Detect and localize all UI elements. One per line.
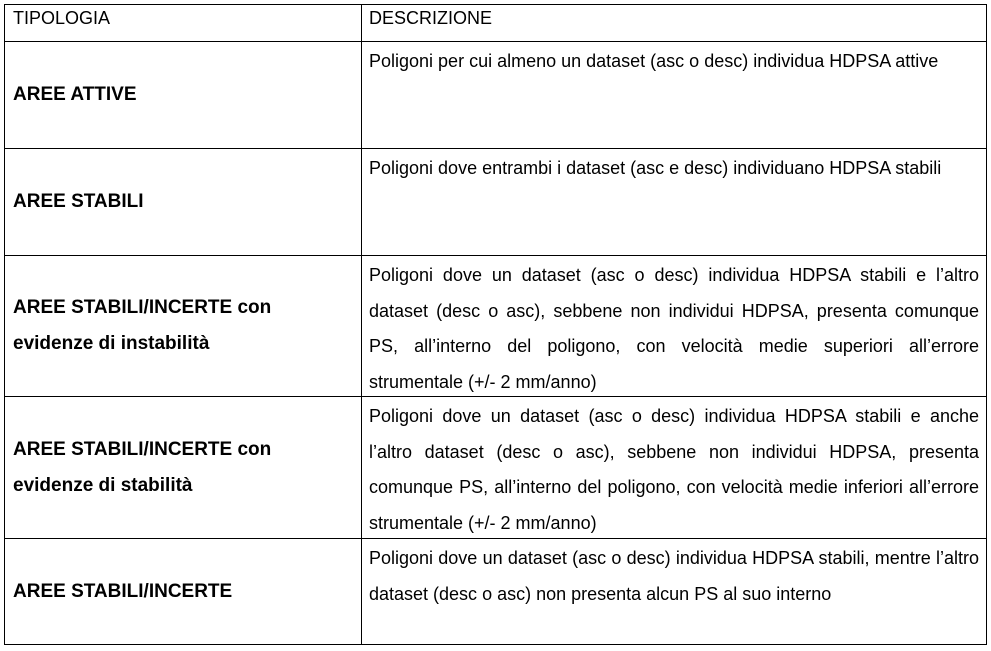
row-type-label: AREE STABILI/INCERTE con evidenze di stabilità xyxy=(13,438,272,496)
column-divider xyxy=(361,397,362,538)
table-row xyxy=(5,539,986,644)
row-description: Poligoni dove un dataset (asc o desc) individua HDPSA stabili e l’altro dataset (desc o asc), sebbene non individui HDPSA, presenta comunque PS, all’interno del poligono, con velocità medie superiori all’errore strumentale (+/- 2 mm/anno) xyxy=(369,265,979,392)
row-type-label: AREE STABILI xyxy=(13,191,144,212)
row-type-label: AREE STABILI/INCERTE xyxy=(13,580,233,602)
table-row xyxy=(5,149,986,256)
column-divider xyxy=(361,256,362,396)
column-divider xyxy=(361,539,362,644)
column-divider xyxy=(361,5,362,41)
row-type xyxy=(13,397,353,538)
row-description: Poligoni dove un dataset (asc o desc) individua HDPSA stabili, mentre l’altro dataset (desc o asc) non presenta alcun PS al suo interno xyxy=(369,548,979,604)
row-description: Poligoni dove entrambi i dataset (asc e desc) individuano HDPSA stabili xyxy=(369,158,942,178)
table-row xyxy=(5,256,986,397)
row-description: Poligoni per cui almeno un dataset (asc o desc) individua HDPSA attive xyxy=(369,51,939,71)
column-divider xyxy=(361,149,362,255)
row-description: Poligoni dove un dataset (asc o desc) individua HDPSA stabili e anche l’altro dataset (desc o asc), sebbene non individui HDPSA, presenta comunque PS, all’interno del poligono, con velocità medie inferiori all’errore strumentale (+/- 2 mm/anno) xyxy=(369,406,979,533)
table-row xyxy=(5,42,986,149)
row-type xyxy=(13,256,353,396)
column-divider xyxy=(361,42,362,148)
header-tipologia: TIPOLOGIA xyxy=(13,8,111,28)
row-type xyxy=(13,539,353,644)
classification-table xyxy=(4,4,987,645)
table-header-row xyxy=(5,5,986,42)
row-type-label: AREE STABILI/INCERTE con evidenze di instabilità xyxy=(13,297,272,354)
row-type-label: AREE ATTIVE xyxy=(13,84,137,105)
table-row xyxy=(5,397,986,539)
row-type xyxy=(13,42,353,148)
row-type xyxy=(13,149,353,255)
header-descrizione: DESCRIZIONE xyxy=(369,8,493,28)
